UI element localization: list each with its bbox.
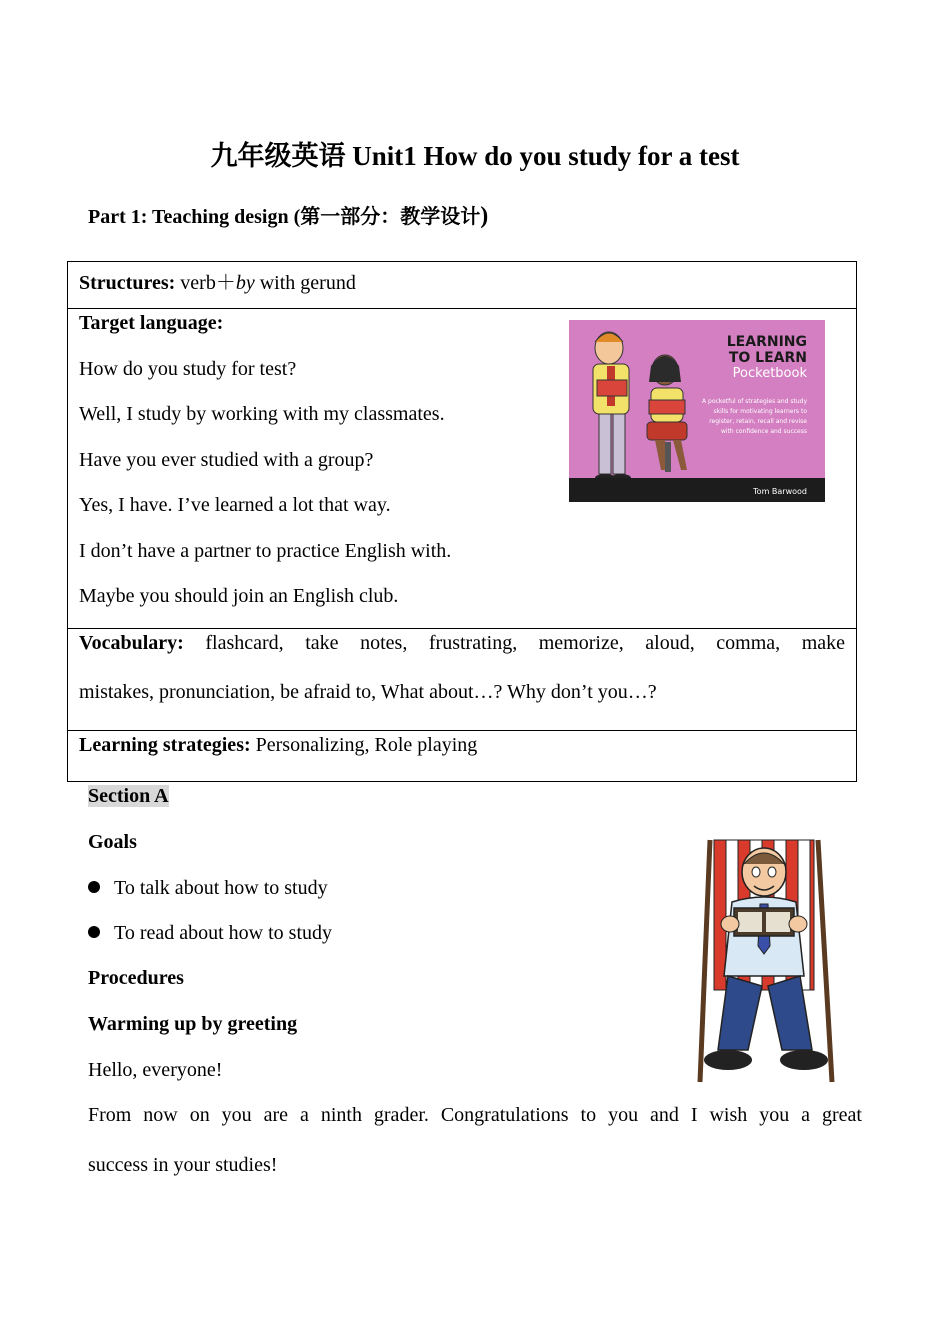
vocabulary-words-1: flashcard, take notes, frustrating, memorize, aloud, comma, make [183,632,845,654]
structures-label: Structures: [79,272,176,294]
target-language-label [79,312,223,335]
structures-row [68,262,856,309]
vocabulary-row [68,628,856,731]
warmup-heading: Warming up by greeting [88,1013,298,1035]
part1-heading [88,200,488,230]
paragraph-line-1: From now on you are a ninth grader. Congratulations to you and I wish you a great [88,1104,862,1126]
structures-italic: by [235,272,255,294]
procedures-heading: Procedures [88,967,184,989]
part1-heading-paren: ) [480,203,489,229]
vocabulary-label: Vocabulary: [79,632,184,654]
structures-cell [79,266,356,295]
goal-text: To talk about how to study [114,877,328,899]
target-language-line: Maybe you should join an English club. [79,585,399,607]
book-blurb: A pocketful of strategies and study skills for motivating learners to register, retain, recall and revise with confidence and success [702,398,807,435]
strategies-cell [79,734,477,757]
target-language-line: Yes, I have. I’ve learned a lot that way. [79,494,391,516]
goal-text: To read about how to study [114,922,333,944]
document-title: 九年级英语 Unit1 How do you study for a test [210,141,740,171]
man-in-deckchair-illustration [692,836,840,1086]
paragraph-line-2: success in your studies! [88,1154,278,1176]
bullet-icon [88,881,100,893]
goal-item [88,877,328,900]
target-language-label-text: Target language: [79,312,224,334]
greeting-text: Hello, everyone! [88,1059,223,1081]
goal-item [88,922,332,945]
goals-heading: Goals [88,831,137,853]
book-subtitle: Pocketbook [732,366,807,381]
strategies-value: Personalizing, Role playing [250,734,478,756]
book-title [727,334,807,366]
strategies-label: Learning strategies: [79,734,251,756]
vocabulary-line-2: mistakes, pronunciation, be afraid to, What about…? Why don’t you…? [79,681,657,703]
vocabulary-line-1 [79,632,845,655]
bullet-icon [88,926,100,938]
section-heading [88,785,169,808]
part1-heading-text: Part 1: Teaching design (第一部分：教学设计 [88,206,481,228]
structures-prefix: verb＋ [175,272,236,294]
target-language-line: How do you study for test? [79,358,297,380]
book-author: Tom Barwood [753,487,807,496]
strategies-row [68,730,856,781]
structures-suffix: with gerund [254,272,356,294]
book-cover-image [569,320,825,502]
target-language-line: Well, I study by working with my classmates. [79,403,445,425]
book-title-line-2: TO LEARN [728,350,807,366]
target-language-line: Have you ever studied with a group? [79,449,374,471]
section-heading-text: Section A [88,785,169,807]
book-title-line-1: LEARNING [726,334,807,350]
target-language-line: I don’t have a partner to practice English with. [79,540,452,562]
